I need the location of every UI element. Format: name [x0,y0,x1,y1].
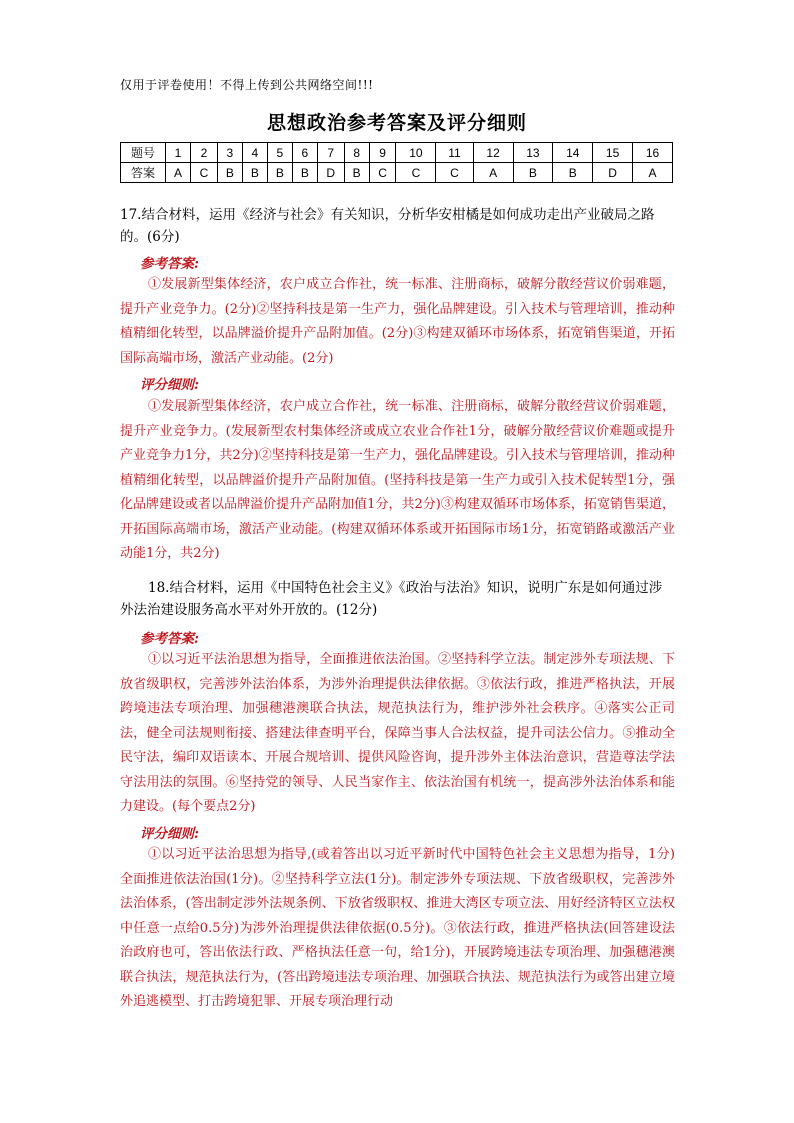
cell-number: 16 [632,143,672,163]
cell-answer: B [292,163,317,183]
cell-answer: B [217,163,242,183]
cell-number: 12 [473,143,513,163]
q17-reference-label: 参考答案: [140,256,199,272]
cell-number: 10 [396,143,436,163]
q17-scoring-rules: ①发展新型集体经济，农户成立合作社，统一标准、注册商标，破解分散经营议价弱难题，提升产业竞争力。(发展新型农村集体经济或成立农业合作社1分，破解分散经营议价难题或提升产业竞争力1分，共2分)②坚持科技是第一生产力，强化品牌建设。引入技术与管理培训，推动种植精细化转型，以品牌溢价提升产品附加值。(坚持科技是第一生产力或引入技术促转型1分，强化品牌建设或者以品牌溢价提升产品附加值1分，共2分)③构建双循环市场体系，拓宽销售渠道，开拓国际高端市场，激活产业动能。(构建双循环体系或开拓国际市场1分，拓宽销路或激活产业动能1分，共2分) [120,399,675,561]
q17-scoring-label: 评分细则: [140,377,199,393]
cell-number: 13 [513,143,553,163]
cell-number: 2 [191,143,218,163]
cell-answer: D [317,163,344,183]
q17-question: 17.结合材料，运用《经济与社会》有关知识，分析华安柑橘是如何成功走出产业破局之路的。(6分) [120,207,655,245]
cell-answer: A [473,163,513,183]
cell-number: 11 [436,143,473,163]
answer-table-number-row [121,143,673,163]
cell-answer: C [191,163,218,183]
cell-answer: B [242,163,267,183]
cell-answer: A [632,163,672,183]
q17-reference-answer: ①发展新型集体经济，农户成立合作社，统一标准、注册商标，破解分散经营议价弱难题，提升产业竞争力。(2分)②坚持科技是第一生产力，强化品牌建设。引入技术与管理培训，推动种植精细化转型，以品牌溢价提升产品附加值。(2分)③构建双循环市场体系，拓宽销售渠道，开拓国际高端市场，激活产业动能。(2分) [120,277,675,366]
watermark-notice: 仅用于评卷使用！不得上传到公共网络空间!!! [120,78,374,92]
cell-answer: A [166,163,191,183]
cell-number: 1 [166,143,191,163]
cell-number: 14 [553,143,593,163]
q18-scoring-label: 评分细则: [140,826,199,842]
cell-answer: C [396,163,436,183]
cell-answer: D [593,163,633,183]
q18-scoring-rules: ①以习近平法治思想为指导,(或着答出以习近平新时代中国特色社会主义思想为指导，1分)全面推进依法治国(1分)。②坚持科学立法(1分)。制定涉外专项法规、下放省级职权，完善涉外法治体系，(答出制定涉外法规条例、下放省级职权、推进大湾区专项立法、用好经济特区立法权中任意一点给0.5分)为涉外治理提供法律依据(0.5分)。③依法行政，推进严格执法(回答建设法治政府也可，答出依法行政、严格执法任意一句，给1分)，开展跨境违法专项治理、加强穗港澳联合执法，规范执法行为，(答出跨境违法专项治理、加强联合执法、规范执法行为或答出建立境外追逃模型、打击跨境犯罪、开展专项治理行动 [120,847,675,1009]
cell-answer: B [513,163,553,183]
cell-number: 3 [217,143,242,163]
q18-reference-answer: ①以习近平法治思想为指导，全面推进依法治国。②坚持科学立法。制定涉外专项法规、下放省级职权，完善涉外法治体系，为涉外治理提供法律依据。③依法行政，推进严格执法，开展跨境违法专项治理、加强穗港澳联合执法，规范执法行为，维护涉外社会秩序。④落实公正司法，健全司法规则衔接、搭建法律查明平台，保障当事人合法权益，提升司法公信力。⑤推动全民守法，编印双语读本、开展合规培训、提供风险咨询，提升涉外主体法治意识，营造尊法学法守法用法的氛围。⑥坚持党的领导、人民当家作主、依法治国有机统一，提高涉外法治体系和能力建设。(每个要点2分) [120,652,675,814]
cell-number: 8 [344,143,369,163]
cell-answer: B [553,163,593,183]
cell-number: 7 [317,143,344,163]
row-label-answer: 答案 [121,163,166,183]
cell-number: 6 [292,143,317,163]
q18-question: 18.结合材料，运用《中国特色社会主义》《政治与法治》知识，说明广东是如何通过涉外法治建设服务高水平对外开放的。(12分) [120,580,663,618]
cell-answer: B [267,163,292,183]
row-label-number: 题号 [121,143,166,163]
cell-answer: C [436,163,473,183]
cell-number: 5 [267,143,292,163]
cell-answer: B [344,163,369,183]
q18-reference-label: 参考答案: [140,631,199,647]
cell-number: 4 [242,143,267,163]
answer-table-answer-row [121,163,673,183]
answer-table [120,142,673,183]
cell-number: 9 [369,143,396,163]
page-title: 思想政治参考答案及评分细则 [266,112,527,134]
cell-number: 15 [593,143,633,163]
cell-answer: C [369,163,396,183]
